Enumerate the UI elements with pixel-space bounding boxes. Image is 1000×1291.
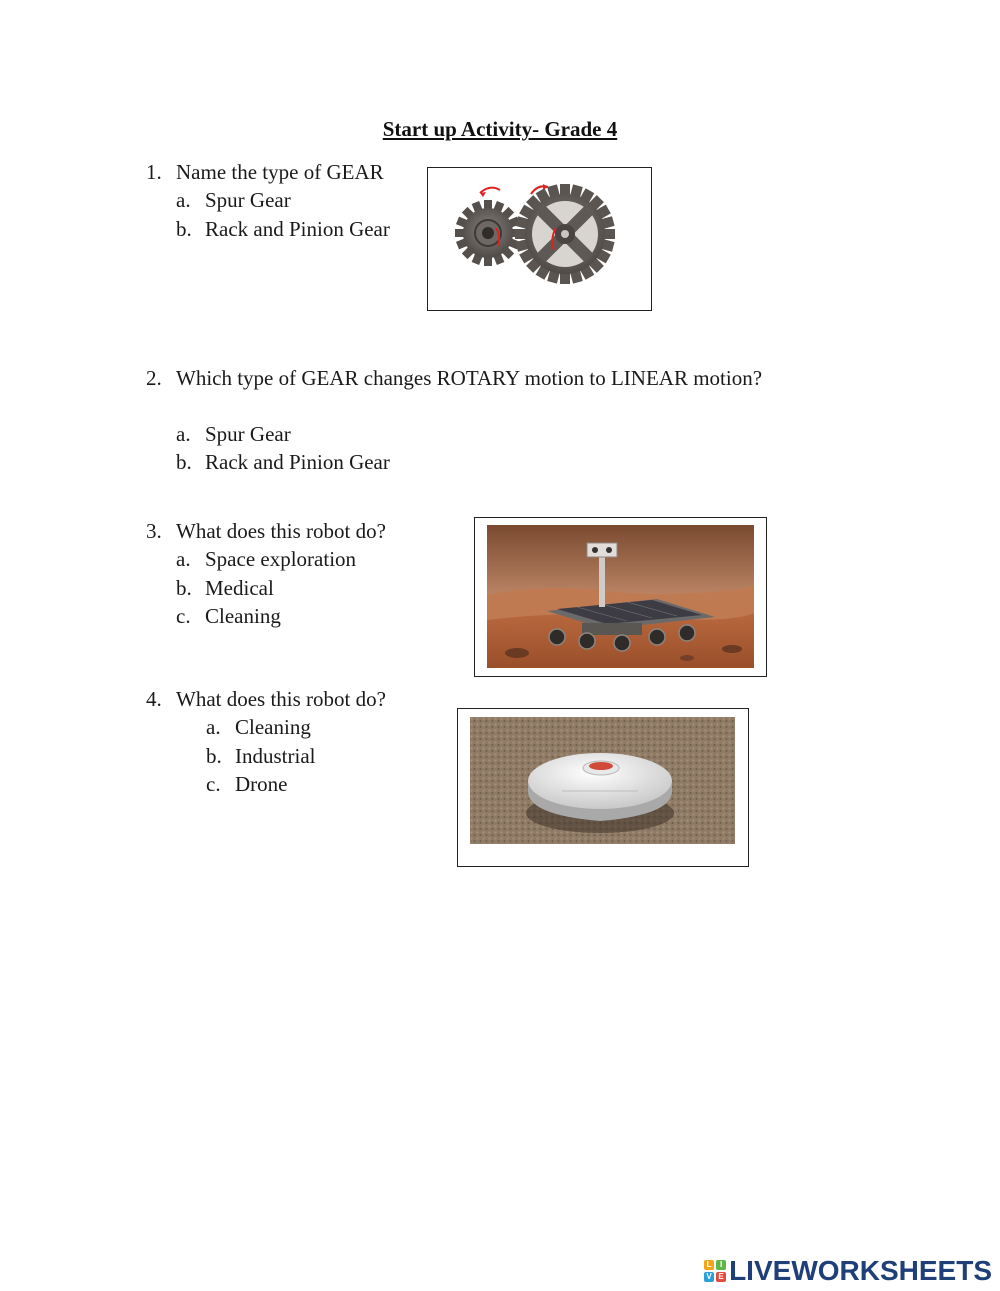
brand-text: LIVEWORKSHEETS — [729, 1255, 992, 1286]
question-1 — [146, 160, 384, 184]
option-4c[interactable]: c. Drone — [206, 772, 288, 796]
question-text: Which type of GEAR changes ROTARY motion to LINEAR motion? — [176, 366, 763, 390]
question-4 — [146, 687, 386, 711]
mars-rover-image — [474, 517, 767, 677]
question-text: What does this robot do? — [176, 687, 386, 711]
question-number: 2. — [146, 366, 162, 390]
option-3c[interactable]: c. Cleaning — [176, 604, 281, 628]
option-4b[interactable]: b. Industrial — [206, 744, 316, 768]
option-1b[interactable]: b. Rack and Pinion Gear — [176, 217, 390, 241]
option-3b[interactable]: b. Medical — [176, 576, 274, 600]
option-2a[interactable]: a. Spur Gear — [176, 422, 291, 446]
option-1a[interactable]: a. Spur Gear — [176, 188, 291, 212]
logo-blocks-icon: L I V E — [704, 1260, 726, 1282]
spur-gears-image — [427, 167, 652, 311]
question-3 — [146, 519, 386, 543]
robot-vacuum-image — [457, 708, 749, 867]
question-number: 1. — [146, 160, 162, 184]
question-number: 3. — [146, 519, 162, 543]
question-number: 4. — [146, 687, 162, 711]
liveworksheets-logo — [704, 1254, 992, 1288]
option-2b[interactable]: b. Rack and Pinion Gear — [176, 450, 390, 474]
option-3a[interactable]: a. Space exploration — [176, 547, 357, 571]
question-2 — [146, 366, 762, 390]
page-title: Start up Activity- Grade 4 — [382, 117, 618, 141]
option-4a[interactable]: a. Cleaning — [206, 715, 311, 739]
question-text: What does this robot do? — [176, 519, 386, 543]
question-text: Name the type of GEAR — [176, 160, 384, 184]
